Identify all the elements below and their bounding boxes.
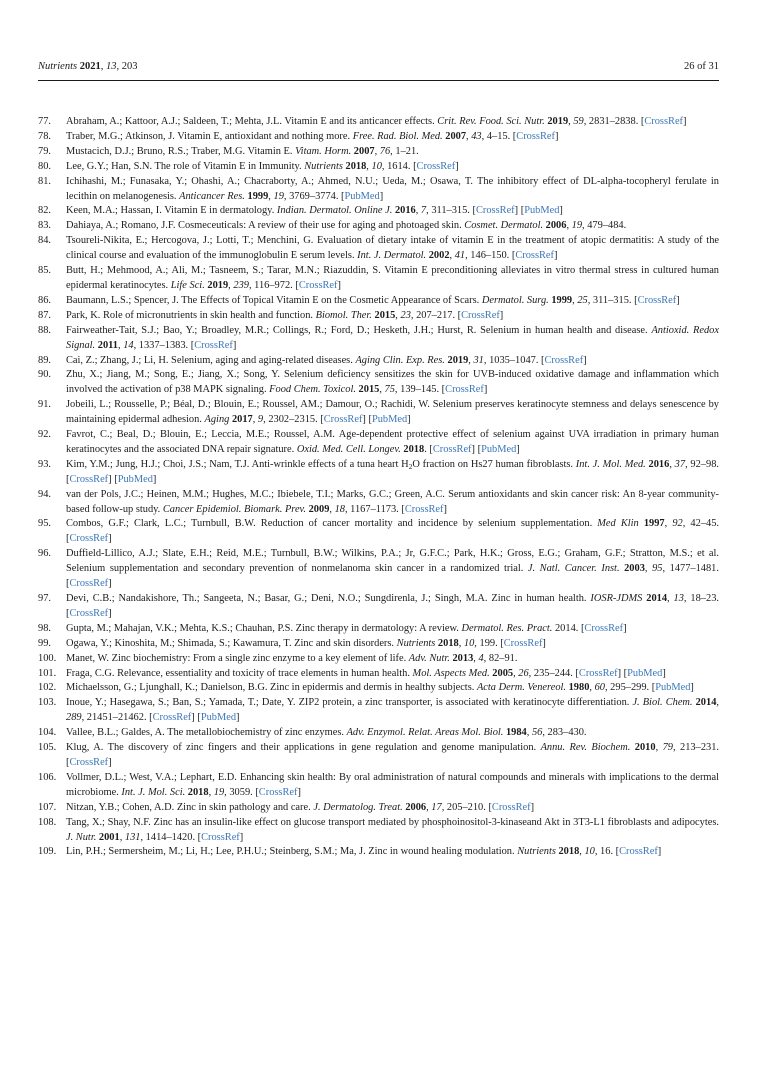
reference-text: Michaelsson, G.; Ljunghall, K.; Danielson, B.G. Zinc in epidermis and dermis in healthy subjects. Acta Derm. Venereol. 1980, 60, 295–299. [PubMed] xyxy=(66,682,694,694)
reference-item xyxy=(38,816,719,846)
reference-item xyxy=(38,398,719,428)
journal-citation: Nutrients 2021, 13, 203 xyxy=(38,61,138,72)
reference-number: 107. xyxy=(38,801,57,813)
reference-text: Vollmer, D.L.; West, V.A.; Lephart, E.D. Enhancing skin health: By oral administration of natural compounds and minerals with implications to the dermal microbiome. Int. J. Mol. Sci. 2018, 19, 3059. [CrossRef] xyxy=(66,771,719,798)
reference-text: Lee, G.Y.; Han, S.N. The role of Vitamin E in Immunity. Nutrients 2018, 10, 1614. [CrossRef] xyxy=(66,160,459,172)
reference-item xyxy=(38,681,719,696)
reference-number: 82. xyxy=(38,205,51,217)
crossref-link[interactable]: CrossRef xyxy=(578,667,618,679)
pubmed-link[interactable]: PubMed xyxy=(117,473,153,485)
reference-number: 85. xyxy=(38,265,51,277)
reference-text: Fraga, C.G. Relevance, essentiality and toxicity of trace elements in human health. Mol. Aspects Med. 2005, 26, 235–244. [CrossRef] [PubMed] xyxy=(66,667,666,679)
pubmed-link[interactable]: PubMed xyxy=(655,682,691,694)
reference-number: 97. xyxy=(38,593,51,604)
reference-number: 81. xyxy=(38,175,51,187)
reference-text: Traber, M.G.; Atkinson, J. Vitamin E, antioxidant and nothing more. Free. Rad. Biol. Med. 2007, 43, 4–15. [CrossRef] xyxy=(66,130,559,142)
crossref-link[interactable]: CrossRef xyxy=(619,846,658,858)
reference-text: Gupta, M.; Mahajan, V.K.; Mehta, K.S.; Chauhan, P.S. Zinc therapy in dermatology: A review. Dermatol. Res. Pract. 2014. [CrossRef] xyxy=(66,622,627,634)
reference-item xyxy=(38,294,719,309)
reference-number: 91. xyxy=(38,399,51,411)
reference-number: 108. xyxy=(38,816,57,828)
reference-number: 79. xyxy=(38,145,51,157)
reference-item xyxy=(38,622,719,637)
crossref-link[interactable]: CrossRef xyxy=(416,160,456,172)
reference-item xyxy=(38,175,719,205)
running-header xyxy=(38,0,719,73)
crossref-link[interactable]: CrossRef xyxy=(404,503,444,515)
reference-number: 84. xyxy=(38,235,51,247)
reference-text: Ogawa, Y.; Kinoshita, M.; Shimada, S.; Kawamura, T. Zinc and skin disorders. Nutrients 2018, 10, 199. [CrossRef] xyxy=(66,637,546,649)
crossref-link[interactable]: CrossRef xyxy=(69,533,109,545)
crossref-link[interactable]: CrossRef xyxy=(515,250,555,262)
reference-text: Nitzan, Y.B.; Cohen, A.D. Zinc in skin pathology and care. J. Dermatolog. Treat. 2006, 17, 205–210. [CrossRef] xyxy=(66,801,535,813)
reference-text: Lin, P.H.; Sermersheim, M.; Li, H.; Lee, P.H.U.; Steinberg, S.M.; Ma, J. Zinc in wound healing modulation. Nutrients 2018, 10, 16. [CrossRef] xyxy=(66,846,662,858)
reference-text: Park, K. Role of micronutrients in skin health and function. Biomol. Ther. 2015, 23, 207–217. [CrossRef] xyxy=(66,309,504,321)
crossref-link[interactable]: CrossRef xyxy=(69,578,109,590)
page-number: 26 of 31 xyxy=(684,61,719,72)
reference-text: Tsoureli-Nikita, E.; Hercogova, J.; Lotti, T.; Menchini, G. Evaluation of dietary intake of vitamin E in the treatment of atopic dermatitis: A study of the clinical course and evaluation of the immunoglobulin E serum levels. Int. J. Dermatol. 2002, 41, 146–150. [CrossRef] xyxy=(66,235,719,262)
reference-number: 77. xyxy=(38,116,51,127)
reference-item xyxy=(38,204,719,219)
crossref-link[interactable]: CrossRef xyxy=(475,205,515,217)
reference-number: 93. xyxy=(38,458,51,470)
crossref-link[interactable]: CrossRef xyxy=(503,637,543,649)
reference-text: Keen, M.A.; Hassan, I. Vitamin E in dermatology. Indian. Dermatol. Online J. 2016, 7, 311–315. [CrossRef] [PubMed] xyxy=(66,205,563,217)
pubmed-link[interactable]: PubMed xyxy=(524,205,560,217)
reference-text: Kim, Y.M.; Jung, H.J.; Choi, J.S.; Nam, T.J. Anti-wrinkle effects of a tuna heart $H_2O$ fraction on Hs27 human fibroblasts. Int. J. Mol. Med. 2016, 37, 92–98. [CrossRef] [PubMed] xyxy=(66,458,719,485)
reference-item xyxy=(38,234,719,264)
reference-item xyxy=(38,726,719,741)
reference-text: Jobeili, L.; Rousselle, P.; Béal, D.; Blouin, E.; Roussel, AM.; Damour, O.; Rachidi, W. Selenium preserves keratinocyte stemness and delays senescence by maintaining epidermal adhesion. Aging 2017, 9, 2302–2315. [CrossRef] [PubMed] xyxy=(66,399,719,426)
reference-text: Abraham, A.; Kattoor, A.J.; Saldeen, T.; Mehta, J.L. Vitamin E and its anticancer effects. Crit. Rev. Food. Sci. Nutr. 2019, 59, 2831–2838. [CrossRef] xyxy=(66,116,687,127)
reference-number: 78. xyxy=(38,130,51,142)
reference-item xyxy=(38,354,719,369)
reference-item xyxy=(38,130,719,145)
reference-number: 92. xyxy=(38,429,51,441)
reference-item xyxy=(38,801,719,816)
reference-text: Klug, A. The discovery of zinc fingers and their applications in gene regulation and genome manipulation. Annu. Rev. Biochem. 2010, 79, 213–231. [CrossRef] xyxy=(66,742,720,768)
reference-number: 109. xyxy=(38,846,57,858)
reference-text: Vallee, B.L.; Galdes, A. The metallobiochemistry of zinc enzymes. Adv. Enzymol. Relat. Areas Mol. Biol. 1984, 56, 283–430. xyxy=(66,727,587,739)
pubmed-link[interactable]: PubMed xyxy=(481,443,517,455)
reference-number: 99. xyxy=(38,637,51,649)
reference-item xyxy=(38,652,719,667)
reference-text: Dahiaya, A.; Romano, J.F. Cosmeceuticals: A review of their use for aging and photoaged skin. Cosmet. Dermatol. 2006, 19, 479–484. xyxy=(66,220,627,232)
crossref-link[interactable]: CrossRef xyxy=(584,622,624,634)
crossref-link[interactable]: CrossRef xyxy=(491,801,531,813)
reference-number: 94. xyxy=(38,488,51,500)
reference-number: 103. xyxy=(38,697,57,709)
reference-number: 87. xyxy=(38,309,51,321)
pubmed-link[interactable]: PubMed xyxy=(200,712,237,724)
reference-text: Devi, C.B.; Nandakishore, Th.; Sangeeta, N.; Basar, G.; Deni, N.O.; Sungdirenla, J.; Singh, M.A. Zinc in human health. IOSR-JDMS 2014, 13, 18–23. [CrossRef] xyxy=(66,593,719,619)
reference-item xyxy=(38,517,719,547)
reference-item xyxy=(38,637,719,652)
reference-text: Zhu, X.; Jiang, M.; Song, E.; Jiang, X.; Song, Y. Selenium deficiency sensitizes the skin for UVB-induced oxidative damage and inflammation which involved the activation of p38 MAPK signaling. Food Chem. Toxicol. 2015, 75, 139–145. [CrossRef] xyxy=(66,369,719,396)
reference-number: 95. xyxy=(38,518,51,530)
reference-text: Favrot, C.; Beal, D.; Blouin, E.; Leccia, M.E.; Roussel, A.M. Age-dependent protective effect of selenium against UVA irradiation in primary human keratinocytes and the associated DNA repair signature. Oxid. Med. Cell. Longev. 2018. [CrossRef] [PubMed] xyxy=(66,429,719,455)
reference-text: Ichihashi, M.; Funasaka, Y.; Ohashi, A.; Chacraborty, A.; Ahmed, N.U.; Ueda, M.; Osawa, T. The inhibitory effect of DL-alpha-tocopheryl ferulate in lecithin on melanogenesis. Anticancer Res. 1999, 19, 3769–3774. [PubMed] xyxy=(66,175,719,202)
reference-text: Butt, H.; Mehmood, A.; Ali, M.; Tasneem, S.; Tarar, M.N.; Riazuddin, S. Vitamin E preconditioning alleviates in vitro thermal stress in cultured human epidermal keratinocytes. Life Sci. 2019, 239, 116–972. [CrossRef] xyxy=(66,265,719,291)
crossref-link[interactable]: CrossRef xyxy=(69,473,109,485)
reference-text: Fairweather-Tait, S.J.; Bao, Y.; Broadley, M.R.; Collings, R.; Ford, D.; Hesketh, J.H.; Hurst, R. Selenium in human health and disease. Antioxid. Redox Signal. 2011, 14, 1337–1383. [CrossRef] xyxy=(66,324,719,351)
reference-text: Mustacich, D.J.; Bruno, R.S.; Traber, M.G. Vitamin E. Vitam. Horm. 2007, 76, 1–21. xyxy=(66,145,419,157)
reference-item xyxy=(38,145,719,160)
reference-item xyxy=(38,264,719,294)
reference-item xyxy=(38,115,719,130)
references-list xyxy=(38,115,719,860)
reference-item xyxy=(38,592,719,622)
crossref-link[interactable]: CrossRef xyxy=(544,354,584,366)
reference-item xyxy=(38,309,719,324)
reference-text: Duffield-Lillico, A.J.; Slate, E.H.; Reid, M.E.; Turnbull, B.W.; Wilkins, P.A.; Jr, G.F.C.; Park, H.K.; Gross, E.G.; Graham, G.F.; Stratton, M.S.; et al. Selenium supplementation and secondary prevention of nonmelanoma skin cancer in a randomized trial. J. Natl. Cancer. Inst. 2003, 95, 1477–1481. [CrossRef] xyxy=(66,548,719,590)
reference-number: 88. xyxy=(38,324,51,336)
crossref-link[interactable]: CrossRef xyxy=(516,130,555,142)
reference-number: 96. xyxy=(38,548,51,560)
reference-text: Baumann, L.S.; Spencer, J. The Effects of Topical Vitamin E on the Cosmetic Appearance of Scars. Dermatol. Surg. 1999, 25, 311–315. [CrossRef] xyxy=(66,294,680,306)
reference-number: 105. xyxy=(38,742,57,754)
reference-number: 106. xyxy=(38,771,57,783)
reference-text: Combos, G.F.; Clark, L.C.; Turnbull, B.W. Reduction of cancer mortality and incidence by selenium supplementation. Med Klin 1997, 92, 42–45. [CrossRef] xyxy=(66,518,719,545)
pubmed-link[interactable]: PubMed xyxy=(371,414,408,426)
reference-number: 80. xyxy=(38,160,51,172)
reference-item xyxy=(38,160,719,175)
reference-item xyxy=(38,667,719,682)
crossref-link[interactable]: CrossRef xyxy=(323,414,363,426)
crossref-link[interactable]: CrossRef xyxy=(258,786,298,798)
reference-text: Manet, W. Zinc biochemistry: From a single zinc enzyme to a key element of life. Adv. Nutr. 2013, 4, 82–91. xyxy=(66,652,518,664)
reference-text: Cai, Z.; Zhang, J.; Li, H. Selenium, aging and aging-related diseases. Aging Clin. Exp. Res. 2019, 31, 1035–1047. [CrossRef] xyxy=(66,354,587,366)
reference-text: van der Pols, J.C.; Heinen, M.M.; Hughes, M.C.; Ibiebele, T.I.; Marks, G.C.; Green, A.C. Serum antioxidants and skin cancer risk: An 8-year community-based follow-up study. Cancer Epidemiol. Biomark. Prev. 2009, 18, 1167–1173. [CrossRef] xyxy=(66,488,719,515)
reference-item xyxy=(38,324,719,354)
reference-item xyxy=(38,428,719,458)
reference-item xyxy=(38,696,719,726)
reference-item xyxy=(38,219,719,234)
reference-number: 83. xyxy=(38,220,51,232)
crossref-link[interactable]: CrossRef xyxy=(637,294,677,306)
reference-item xyxy=(38,771,719,801)
reference-number: 100. xyxy=(38,652,57,664)
reference-item xyxy=(38,458,719,488)
crossref-link[interactable]: CrossRef xyxy=(461,309,500,321)
crossref-link[interactable]: CrossRef xyxy=(194,339,233,351)
crossref-link[interactable]: CrossRef xyxy=(644,116,684,127)
crossref-link[interactable]: CrossRef xyxy=(69,607,109,619)
crossref-link[interactable]: CrossRef xyxy=(445,384,484,396)
pubmed-link[interactable]: PubMed xyxy=(344,190,380,202)
pubmed-link[interactable]: PubMed xyxy=(627,667,663,679)
reference-item xyxy=(38,547,719,592)
reference-number: 104. xyxy=(38,727,57,739)
crossref-link[interactable]: CrossRef xyxy=(298,279,338,291)
crossref-link[interactable]: CrossRef xyxy=(432,443,472,455)
crossref-link[interactable]: CrossRef xyxy=(69,756,109,768)
reference-item xyxy=(38,368,719,398)
crossref-link[interactable]: CrossRef xyxy=(152,712,192,724)
reference-text: Tang, X.; Shay, N.F. Zinc has an insulin-like effect on glucose transport mediated by phosphoinositol-3-kinaseand Akt in 3T3-L1 fibroblasts and adipocytes. J. Nutr. 2001, 131, 1414–1420. [CrossRef] xyxy=(66,816,719,843)
reference-number: 101. xyxy=(38,667,57,679)
reference-item xyxy=(38,845,719,860)
reference-number: 102. xyxy=(38,682,57,694)
reference-number: 86. xyxy=(38,294,51,306)
header-rule xyxy=(38,80,719,81)
crossref-link[interactable]: CrossRef xyxy=(201,831,240,843)
reference-item xyxy=(38,488,719,518)
reference-number: 89. xyxy=(38,354,51,366)
reference-text: Inoue, Y.; Hasegawa, S.; Ban, S.; Yamada, T.; Date, Y. ZIP2 protein, a zinc transporter, is associated with keratinocyte differentiation. J. Biol. Chem. 2014, 289, 21451–21462. [CrossRef] [PubMed] xyxy=(66,697,719,724)
reference-number: 90. xyxy=(38,369,51,381)
reference-item xyxy=(38,741,719,771)
reference-number: 98. xyxy=(38,622,51,634)
